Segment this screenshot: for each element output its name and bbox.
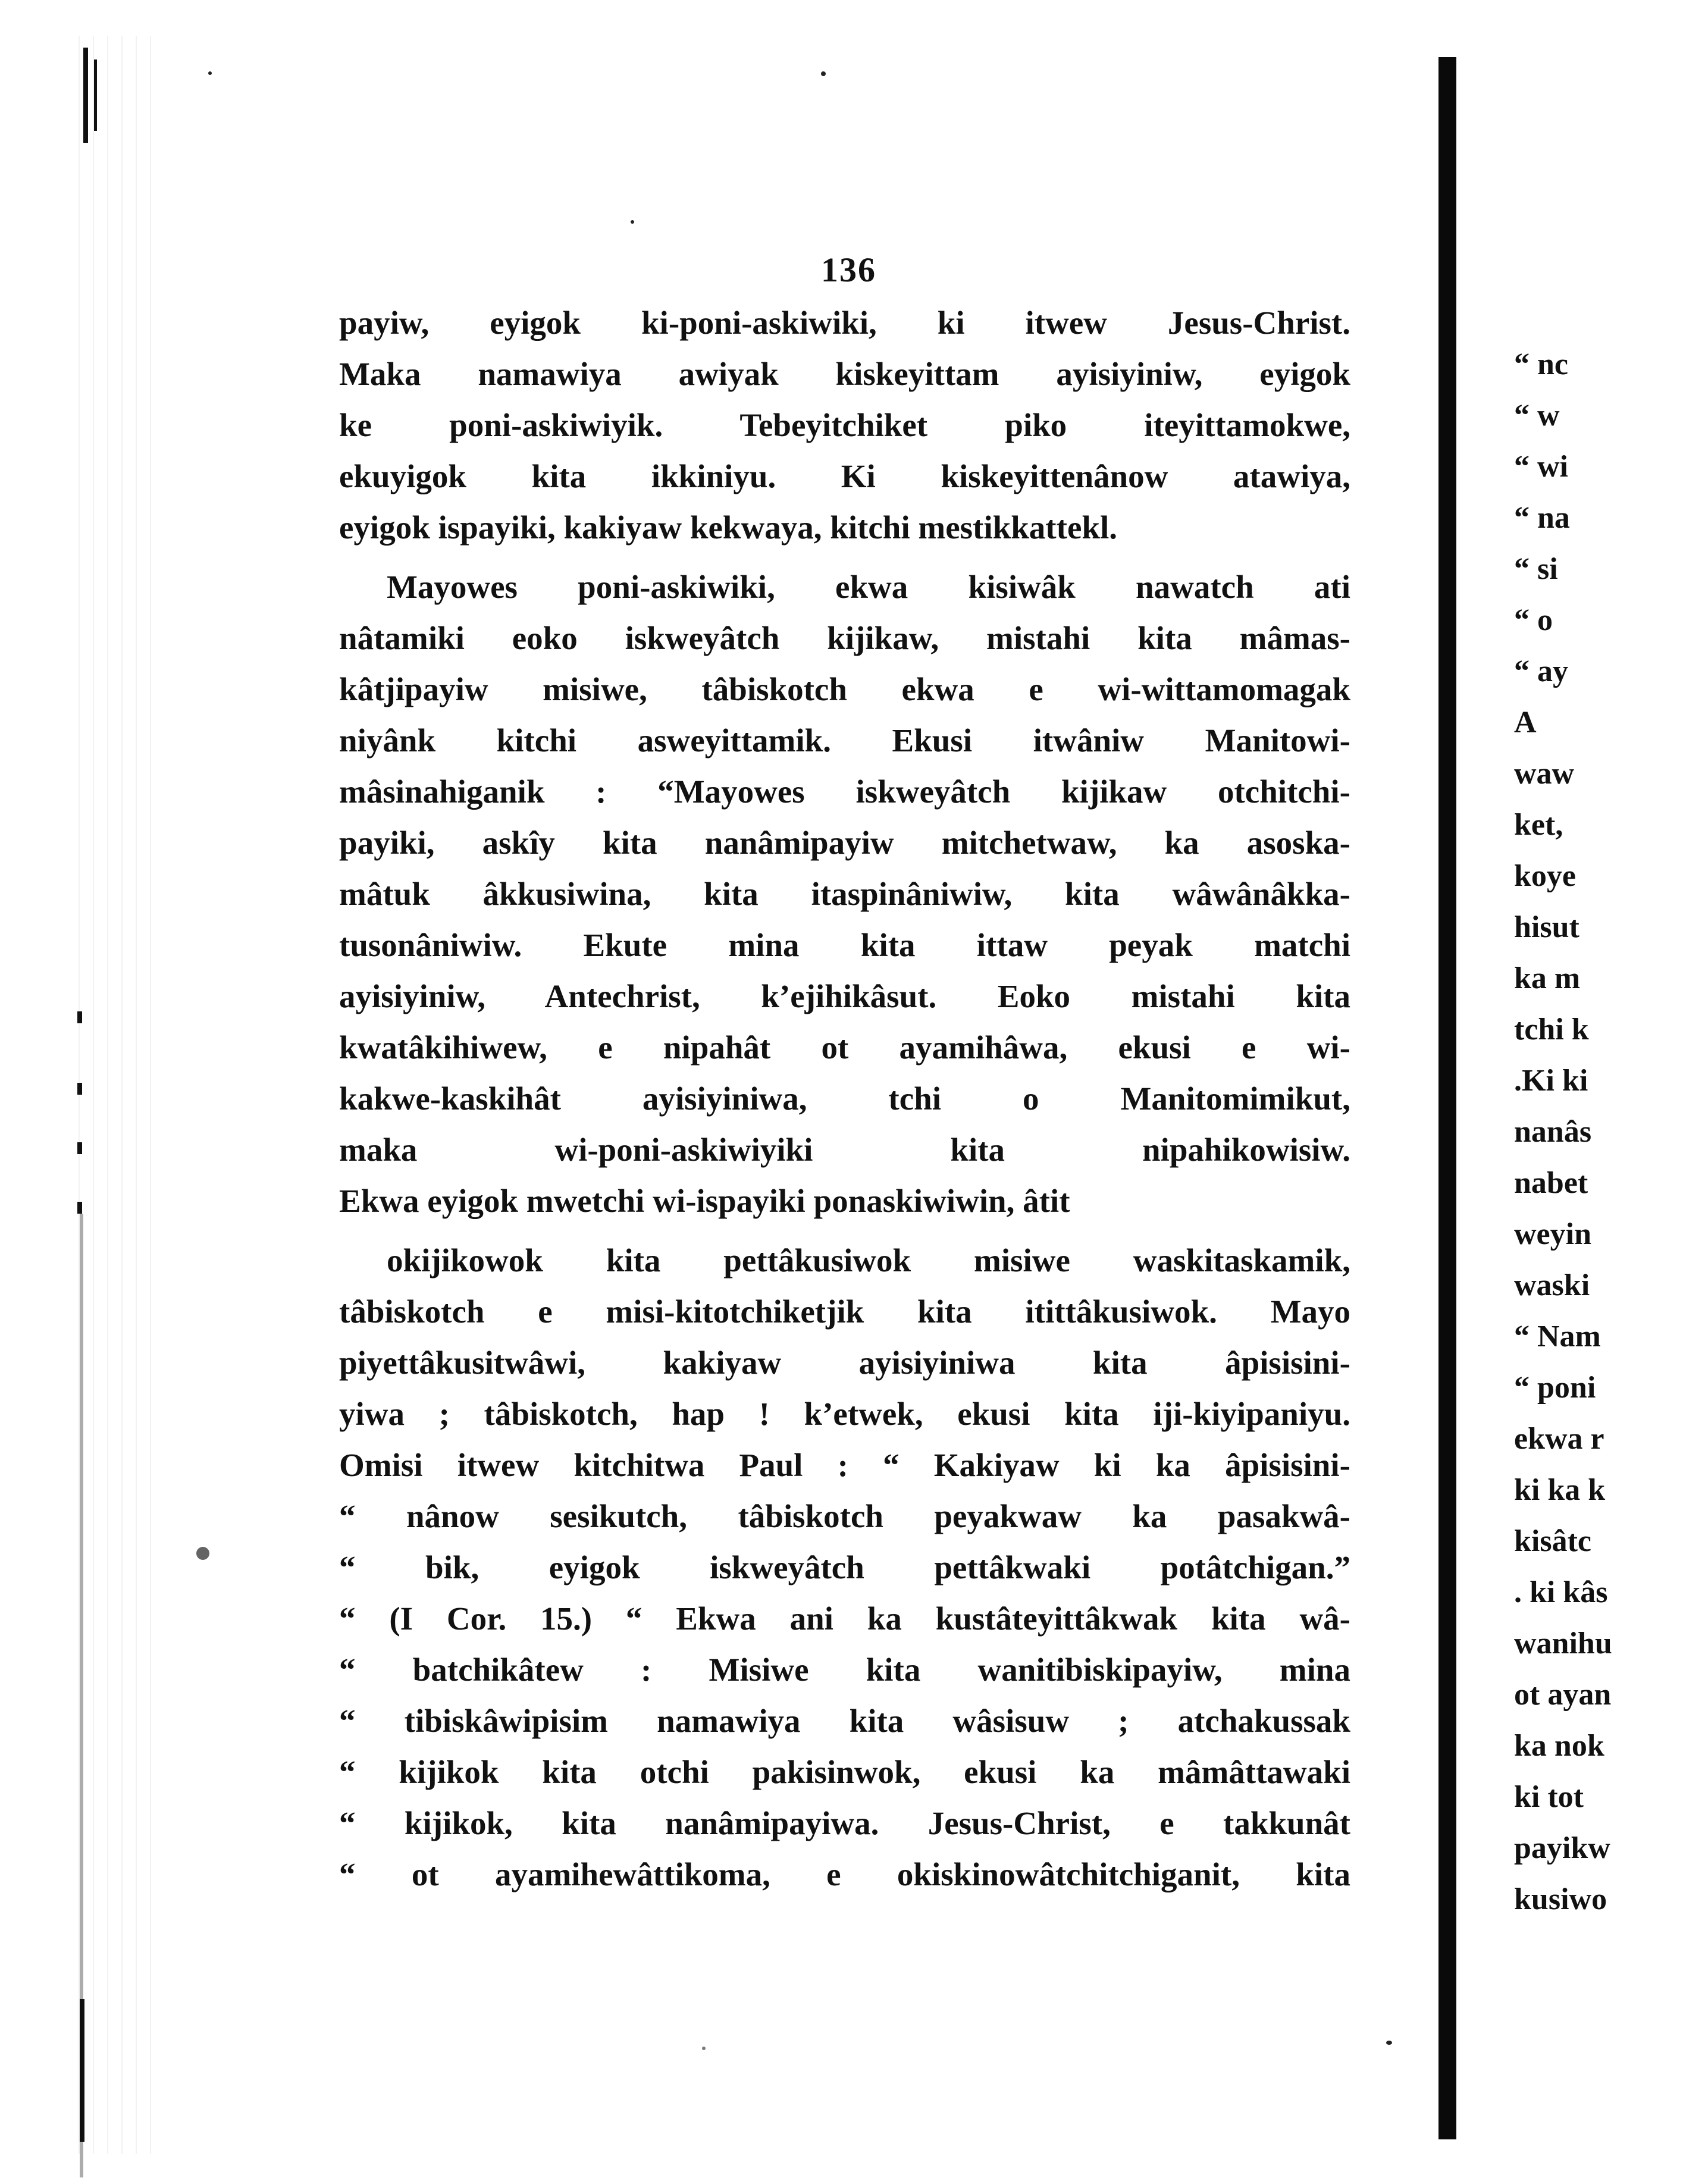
scan-speck xyxy=(702,2047,706,2050)
text-line: “ (I Cor. 15.) “ Ekwa ani ka kustâteyittâkwak kita wâ- xyxy=(339,1600,1350,1637)
text-line: payiw, eyigok ki-poni-askiwiki, ki itwew Jesus-Christ. xyxy=(339,305,1350,341)
fragment-line: .Ki ki xyxy=(1514,1064,1588,1098)
fragment-line: “ ay xyxy=(1514,654,1568,688)
scan-speck xyxy=(631,220,634,224)
page-number: 136 xyxy=(821,250,876,289)
text-line: niyânk kitchi asweyittamik. Ekusi itwâniw Manitowi- xyxy=(339,722,1350,759)
fragment-line: “ Nam xyxy=(1514,1320,1601,1353)
fragment-line: ki tot xyxy=(1514,1780,1584,1814)
text-line: Maka namawiya awiyak kiskeyittam ayisiyiniw, eyigok xyxy=(339,356,1350,392)
text-line: “ tibiskâwipisim namawiya kita wâsisuw ; atchakussak xyxy=(339,1703,1350,1739)
fragment-line: tchi k xyxy=(1514,1013,1589,1046)
fragment-line: ekwa r xyxy=(1514,1422,1604,1456)
text-line: kwatâkihiwew, e nipahât ot ayamihâwa, ekusi e wi- xyxy=(339,1029,1350,1066)
scan-speck xyxy=(208,71,212,75)
text-line: Omisi itwew kitchitwa Paul : “ Kakiyaw ki ka âpisisini- xyxy=(339,1447,1350,1483)
text-line: tâbiskotch e misi-kitotchiketjik kita itittâkusiwok. Mayo xyxy=(339,1293,1350,1330)
text-line: “ kijikok, kita nanâmipayiwa. Jesus-Christ, e takkunât xyxy=(339,1805,1350,1841)
text-line: “ kijikok kita otchi pakisinwok, ekusi ka mâmâttawaki xyxy=(339,1754,1350,1790)
fragment-line: . ki kâs xyxy=(1514,1575,1608,1609)
main-text-block xyxy=(339,297,1350,1900)
text-line: “ bik, eyigok iskweyâtch pettâkwaki potâtchigan.” xyxy=(339,1549,1350,1585)
text-line: “ ot ayamihewâttikoma, e okiskinowâtchitchiganit, kita xyxy=(339,1856,1350,1892)
text-line: mâsinahiganik : “Mayowes iskweyâtch kijikaw otchitchi- xyxy=(339,773,1350,810)
fragment-line: weyin xyxy=(1514,1217,1591,1251)
paragraph-gap xyxy=(339,1227,1350,1235)
text-line: tusonâniwiw. Ekute mina kita ittaw peyak matchi xyxy=(339,927,1350,963)
scan-speck xyxy=(821,71,826,76)
text-line: yiwa ; tâbiskotch, hap ! k’etwek, ekusi kita iji-kiyipaniyu. xyxy=(339,1396,1350,1432)
scan-speck xyxy=(196,1547,209,1560)
fragment-line: waski xyxy=(1514,1268,1590,1302)
fragment-line: A xyxy=(1514,706,1537,740)
text-line: eyigok ispayiki, kakiyaw kekwaya, kitchi mestikkattekl. xyxy=(339,509,1117,546)
fragment-line: kisâtc xyxy=(1514,1524,1591,1558)
fragment-line: ki ka k xyxy=(1514,1473,1606,1507)
text-line: Ekwa eyigok mwetchi wi-ispayiki ponaskiwiwin, âtit xyxy=(339,1183,1070,1219)
fragment-line: kusiwo xyxy=(1514,1882,1607,1916)
text-line: okijikowok kita pettâkusiwok misiwe waskitaskamik, xyxy=(387,1242,1350,1279)
text-line: piyettâkusitwâwi, kakiyaw ayisiyiniwa kita âpisisini- xyxy=(339,1345,1350,1381)
text-line: payiki, askîy kita nanâmipayiw mitchetwaw, ka asoska- xyxy=(339,825,1350,861)
fragment-line: ka m xyxy=(1514,961,1581,995)
fragment-line: “ wi xyxy=(1514,450,1568,484)
page-gutter-divider xyxy=(1438,57,1456,2139)
fragment-line: wanihu xyxy=(1514,1627,1612,1660)
text-line: Mayowes poni-askiwiki, ekwa kisiwâk nawatch ati xyxy=(387,569,1350,605)
fragment-line: nabet xyxy=(1514,1166,1588,1200)
scan-speck xyxy=(1386,2041,1392,2045)
fragment-line: “ na xyxy=(1514,501,1570,535)
fragment-line: ot ayan xyxy=(1514,1678,1612,1712)
text-line: “ batchikâtew : Misiwe kita wanitibiskipayiw, mina xyxy=(339,1652,1350,1688)
fragment-line: nanâs xyxy=(1514,1115,1592,1149)
fragment-line: koye xyxy=(1514,859,1576,893)
text-line: nâtamiki eoko iskweyâtch kijikaw, mistahi kita mâmas- xyxy=(339,620,1350,656)
fragment-line: “ w xyxy=(1514,399,1560,433)
fragment-line: waw xyxy=(1514,757,1575,791)
fragment-line: “ o xyxy=(1514,603,1553,637)
text-line: kâtjipayiw misiwe, tâbiskotch ekwa e wi-wittamomagak xyxy=(339,671,1350,707)
text-line: maka wi-poni-askiwiyiki kita nipahikowisiw. xyxy=(339,1132,1350,1168)
fragment-line: ka nok xyxy=(1514,1729,1604,1763)
fragment-line: payikw xyxy=(1514,1831,1610,1865)
fragment-line: “ si xyxy=(1514,552,1558,586)
fragment-line: ket, xyxy=(1514,808,1563,842)
fragment-line: “ nc xyxy=(1514,347,1568,381)
scan-left-margin-artifacts xyxy=(65,36,155,2154)
paragraph-gap xyxy=(339,553,1350,562)
text-line: mâtuk âkkusiwina, kita itaspinâniwiw, kita wâwânâkka- xyxy=(339,876,1350,912)
text-line: ayisiyiniw, Antechrist, k’ejihikâsut. Eoko mistahi kita xyxy=(339,978,1350,1014)
text-line: “ nânow sesikutch, tâbiskotch peyakwaw ka pasakwâ- xyxy=(339,1498,1350,1534)
text-line: kakwe-kaskihât ayisiyiniwa, tchi o Manitomimikut, xyxy=(339,1080,1350,1117)
fragment-line: “ poni xyxy=(1514,1371,1596,1405)
fragment-line: hisut xyxy=(1514,910,1579,944)
text-line: ke poni-askiwiyik. Tebeyitchiket piko iteyittamokwe, xyxy=(339,407,1350,443)
adjacent-page-fragment xyxy=(1514,339,1683,1925)
text-line: ekuyigok kita ikkiniyu. Ki kiskeyittenânow atawiya, xyxy=(339,458,1350,494)
